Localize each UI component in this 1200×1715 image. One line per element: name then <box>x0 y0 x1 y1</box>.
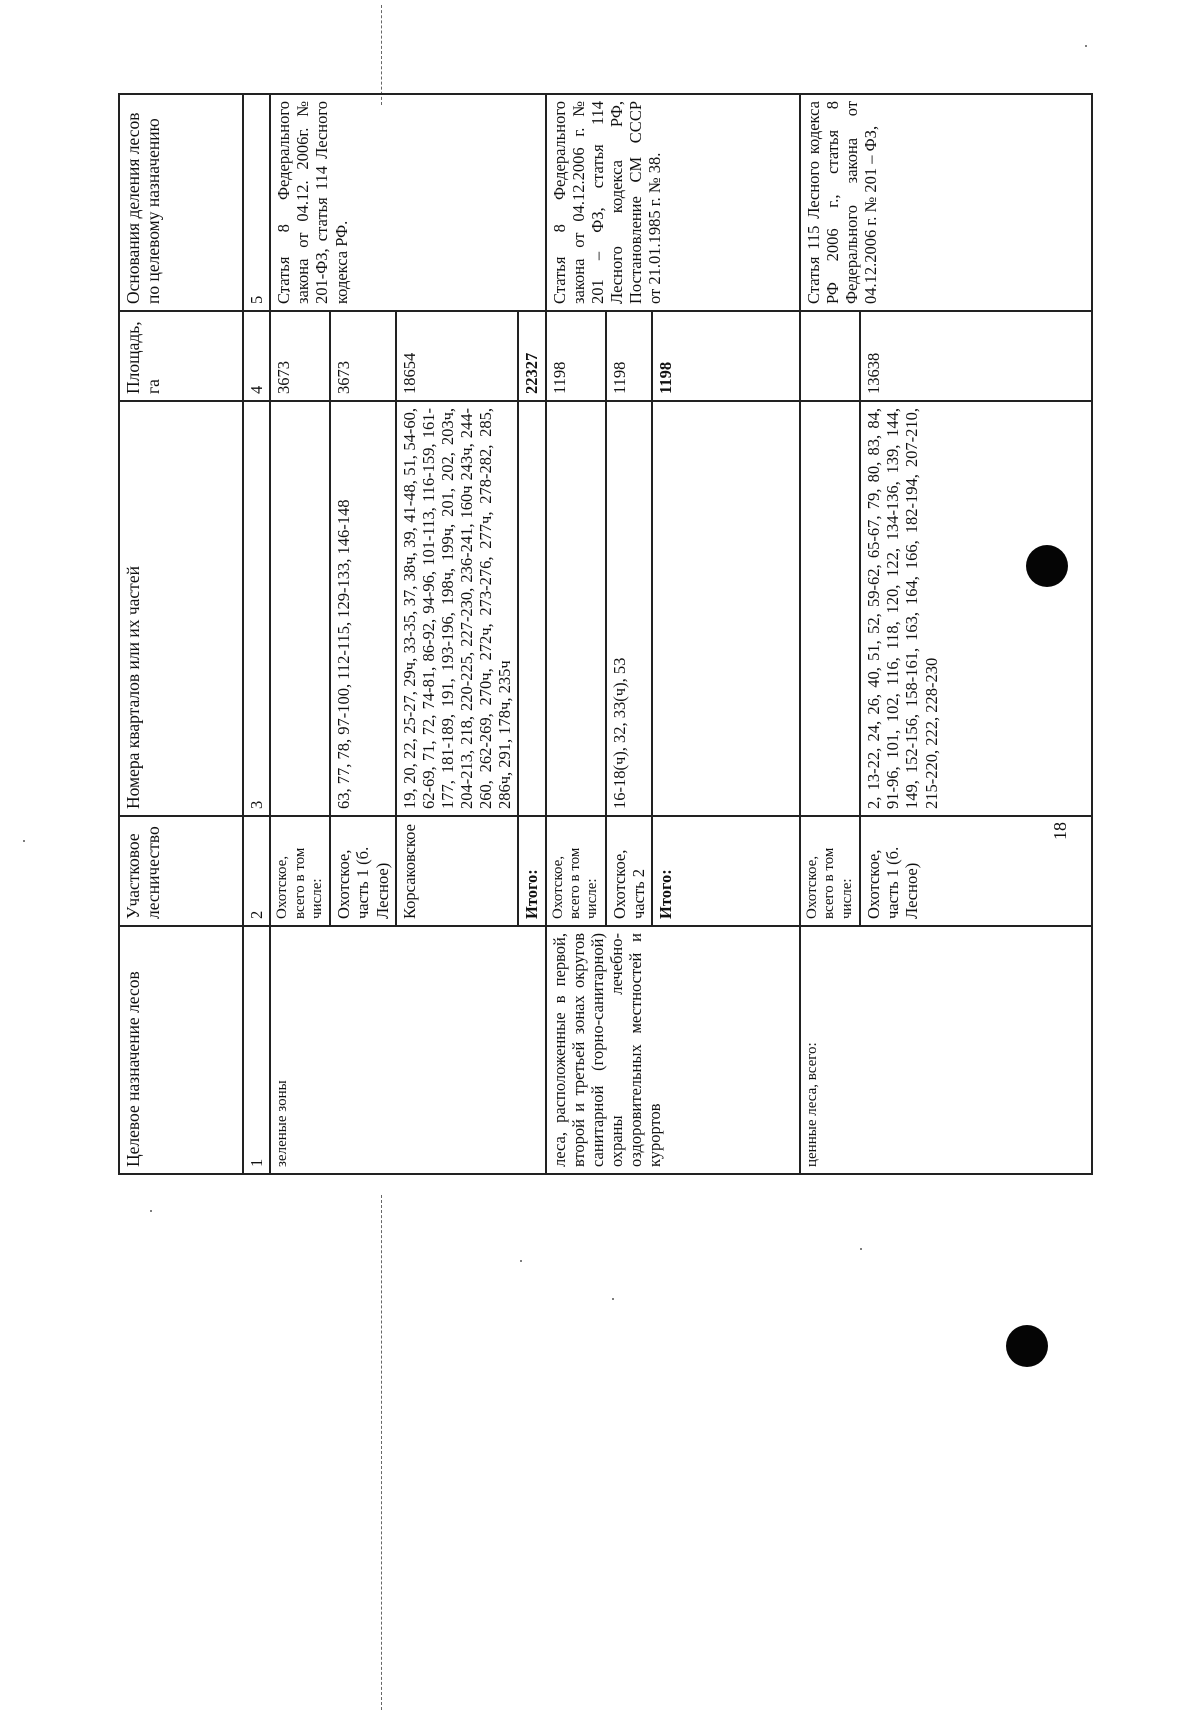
forest-purpose-table <box>118 93 1093 1175</box>
page-number: 18 <box>1050 822 1070 840</box>
header-row <box>119 94 243 1174</box>
header-area: Площадь, га <box>119 311 243 401</box>
purpose-cell: зеленые зоны <box>270 926 545 1174</box>
forestry-cell: Охотское, всего в том числе: <box>800 816 860 926</box>
total-area: 1198 <box>652 311 800 401</box>
column-number-row <box>243 94 270 1174</box>
quarters-cell <box>800 401 860 816</box>
table-row <box>800 94 860 1174</box>
binding-seal-mark <box>1026 545 1068 587</box>
basis-cell: Статья 8 Федерального закона от 04.12.2006 г. № 201 – ФЗ, статья 114 Лесного кодекса РФ, Постановление СМ СССР от 21.01.1985 г. № 38. <box>546 94 800 311</box>
total-area: 22327 <box>518 311 545 401</box>
area-cell: 3673 <box>330 311 395 401</box>
header-quarters: Номера кварталов или их частей <box>119 401 243 816</box>
area-cell: 18654 <box>396 311 519 401</box>
quarters-cell: 16-18(ч), 32, 33(ч), 53 <box>606 401 652 816</box>
scan-speck <box>520 1260 522 1262</box>
total-label: Итого: <box>652 816 800 926</box>
quarters-cell <box>518 401 545 816</box>
quarters-cell <box>652 401 800 816</box>
area-cell <box>800 311 860 401</box>
forestry-cell: Корсаковское <box>396 816 519 926</box>
total-label: Итого: <box>518 816 545 926</box>
header-forestry: Участковое лесничество <box>119 816 243 926</box>
header-basis: Основания деления лесов по целевому назначению <box>119 94 243 311</box>
quarters-cell <box>546 401 606 816</box>
area-cell: 13638 <box>860 311 1092 401</box>
scan-speck <box>860 1248 862 1250</box>
scan-speck <box>612 1298 614 1300</box>
col-number: 5 <box>243 94 270 311</box>
basis-cell: Статья 8 Федерального закона от 04.12. 2006г. № 201-ФЗ, статья 114 Лесного кодекса РФ. <box>270 94 545 311</box>
forestry-cell: Охотское, часть 2 <box>606 816 652 926</box>
col-number: 3 <box>243 401 270 816</box>
scan-speck <box>1085 45 1087 47</box>
col-number: 4 <box>243 311 270 401</box>
scan-speck <box>23 840 25 842</box>
quarters-cell: 63, 77, 78, 97-100, 112-115, 129-133, 146-148 <box>330 401 395 816</box>
forestry-cell: Охотское, всего в том числе: <box>546 816 606 926</box>
forestry-cell: Охотское, всего в том числе: <box>270 816 330 926</box>
quarters-cell: 19, 20, 22, 25-27, 29ч, 33-35, 37, 38ч, 39, 41-48, 51, 54-60, 62-69, 71, 72, 74-81, 86-92, 94-96, 101-113, 116-159, 161-177, 181-189, 191, 193-196, 198ч, 199ч, 201, 202, 203ч, 204-213, 218, 220-225, 227-230, 236-241, 160ч 243ч, 244-260, 262-269, 270ч, 272ч, 273-276, 277ч, 278-282, 285, 286ч, 291, 178ч, 235ч <box>396 401 519 816</box>
basis-cell: Статья 115 Лесного кодекса РФ 2006 г., статья 8 Федерального закона от 04.12.2006 г. № 201 – ФЗ, <box>800 94 1092 311</box>
header-purpose: Целевое назначение лесов <box>119 926 243 1174</box>
table-row <box>270 94 330 1174</box>
rotated-table-wrapper <box>118 95 1068 1175</box>
area-cell: 3673 <box>270 311 330 401</box>
col-number: 2 <box>243 816 270 926</box>
forestry-cell: Охотское, часть 1 (б. Лесное) <box>330 816 395 926</box>
area-cell: 1198 <box>606 311 652 401</box>
binding-seal-mark <box>1006 1325 1048 1367</box>
table-row <box>546 94 606 1174</box>
scan-speck <box>150 1210 152 1212</box>
col-number: 1 <box>243 926 270 1174</box>
forestry-cell: Охотское, часть 1 (б. Лесное) <box>860 816 1092 926</box>
purpose-cell: леса, расположенные в первой, второй и третьей зонах округов санитарной (горно-санитарной) охраны лечебно-оздоровительных местностей и курортов <box>546 926 800 1174</box>
fold-mark-top <box>381 5 382 105</box>
quarters-cell: 2, 13-22, 24, 26, 40, 51, 52, 59-62, 65-67, 79, 80, 83, 84, 91-96, 101, 102, 116, 118, 120, 122, 134-136, 139, 144, 149, 152-156, 158-161, 163, 164, 166, 182-194, 207-210, 215-220, 222, 228-230 <box>860 401 1092 816</box>
quarters-cell <box>270 401 330 816</box>
area-cell: 1198 <box>546 311 606 401</box>
fold-mark-bottom <box>381 1195 382 1710</box>
purpose-cell: ценные леса, всего: <box>800 926 1092 1174</box>
